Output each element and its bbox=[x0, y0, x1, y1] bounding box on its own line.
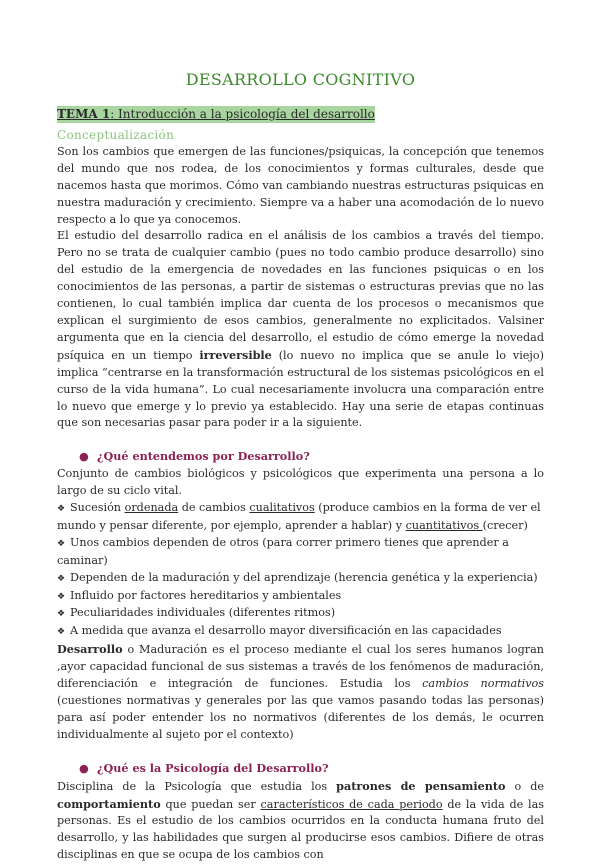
list-item bbox=[57, 570, 544, 588]
paragraph-discipline bbox=[57, 778, 544, 864]
bold-text: Desarrollo bbox=[57, 642, 123, 657]
list-item bbox=[57, 588, 544, 606]
topic-label: TEMA 1 bbox=[57, 107, 111, 121]
text: Dependen de la maduración y del aprendizaje (herencia genética y la experiencia) bbox=[70, 570, 538, 584]
underlined-text: cuantitativos bbox=[405, 518, 483, 532]
text: de cambios bbox=[178, 501, 250, 515]
list-item bbox=[57, 605, 544, 623]
question-text: ¿Qué es la Psicología del Desarrollo? bbox=[97, 760, 329, 775]
text: El estudio del desarrollo radica en el análisis de los cambios a través del tiempo. Pero no se trata de cualquier cambio (pues no todo cambio produce desarrollo) sino del estudio de la emergencia de novedades en las funciones psiquicas o en los conocimientos de las personas, a partir de sistemas o estructuras previas que no las contienen, lo cual también implica dar cuenta de los procesos o mecanismos que explican el surgimiento de esos cambios, generalmente no explicitados. Valsiner argumenta que en la ciencia del desarrollo, el estudio de cómo emerge la novedad psíquica en un tiempo bbox=[57, 229, 544, 362]
list-item bbox=[57, 500, 544, 535]
diamond-bullet-icon: ❖ bbox=[57, 538, 66, 549]
diamond-bullet-icon: ❖ bbox=[57, 627, 66, 638]
paragraph-intro: Conjunto de cambios biológicos y psicológicos que experimenta una persona a lo largo de su ciclo vital. bbox=[57, 467, 544, 498]
paragraph-definition: Son los cambios que emergen de las funciones/psiquicas, la concepción que tenemos del mundo que nos rodea, de los conocimientos y formas culturales, desde que nacemos hasta que morimos. Cómo van cambiando nuestras estructuras psiquicas en nuestra maduración y crecimiento. Siempre va a haber una acomodación de lo nuevo respecto a lo que ya conocemos. bbox=[57, 144, 544, 226]
topic-text: : Introducción a la psicología del desarrollo bbox=[110, 107, 375, 121]
text: Unos cambios dependen de otros (para correr primero tienes que aprender a caminar) bbox=[57, 535, 509, 567]
diamond-bullet-icon: ❖ bbox=[57, 504, 66, 515]
text: que puedan ser bbox=[160, 797, 261, 811]
underlined-text: característicos de cada periodo bbox=[260, 797, 443, 811]
question-heading bbox=[79, 448, 544, 466]
list-item bbox=[57, 623, 544, 641]
paragraph-study bbox=[57, 228, 544, 432]
list-item bbox=[57, 535, 544, 570]
bullet-icon: ● bbox=[79, 761, 89, 775]
bold-text: irreversible bbox=[199, 347, 272, 362]
diamond-bullet-icon: ❖ bbox=[57, 591, 66, 602]
question-heading bbox=[79, 760, 544, 778]
document-page bbox=[57, 68, 544, 864]
text: (crecer) bbox=[482, 518, 528, 532]
text: Sucesión bbox=[70, 501, 125, 515]
italic-text: cambios normativos bbox=[422, 677, 544, 691]
bold-text: patrones de pensamiento bbox=[336, 778, 506, 793]
text: Influido por factores hereditarios y ambientales bbox=[70, 588, 342, 602]
diamond-bullet-icon: ❖ bbox=[57, 573, 66, 584]
question-text: ¿Qué entendemos por Desarrollo? bbox=[97, 449, 310, 464]
section-subtitle: Conceptualización bbox=[57, 127, 175, 142]
text: de la vida de las personas. Es el estudio de los cambios ocurridos en la conducta humana fruto del desarrollo, y las habilidades que surgen al producirse esos cambios. Difiere de otras disciplinas en que se ocupa de los cambios con bbox=[57, 797, 544, 862]
topic-heading bbox=[57, 106, 375, 123]
document-title: DESARROLLO COGNITIVO bbox=[185, 70, 416, 89]
text: Peculiaridades individuales (diferentes ritmos) bbox=[70, 606, 336, 620]
text: (cuestiones normativas y generales por las que vamos pasando todas las personas) para así poder entender los no normativos (diferentes de los demás, le ocurren individualmente al sujeto por el contexto) bbox=[57, 694, 544, 741]
paragraph-maturation bbox=[57, 641, 544, 743]
underlined-text: ordenada bbox=[124, 501, 179, 515]
underlined-text: cualitativos bbox=[249, 501, 315, 515]
text: Disciplina de la Psicología que estudia los bbox=[57, 779, 337, 793]
bold-text: comportamiento bbox=[57, 796, 161, 811]
diamond-bullet-icon: ❖ bbox=[57, 609, 66, 620]
text: (lo nuevo no implica que se anule lo viejo) implica “centrarse en la transformación estructural de los sistemas psicológicos en el curso de la vida humana”. Lo cual necesariamente involucra una comparación entre lo nuevo que emerge y lo previo ya establecido. Hay una serie de etapas continuas que son necesarias pasar para poder ir a la siguiente. bbox=[57, 348, 544, 430]
text: o Maduración es el proceso mediante el cual los seres humanos logran ,ayor capacidad funcional de sus sistemas a través de los fenómenos de maduración, diferenciación e integración de funciones. Estudia los bbox=[57, 643, 544, 691]
bullet-icon: ● bbox=[79, 450, 89, 464]
text: o de bbox=[505, 779, 544, 793]
text: A medida que avanza el desarrollo mayor diversificación en las capacidades bbox=[70, 624, 502, 638]
text: (produce cambios en la forma de ver el mundo y pensar diferente, por ejemplo, aprender a hablar) y bbox=[57, 501, 541, 532]
